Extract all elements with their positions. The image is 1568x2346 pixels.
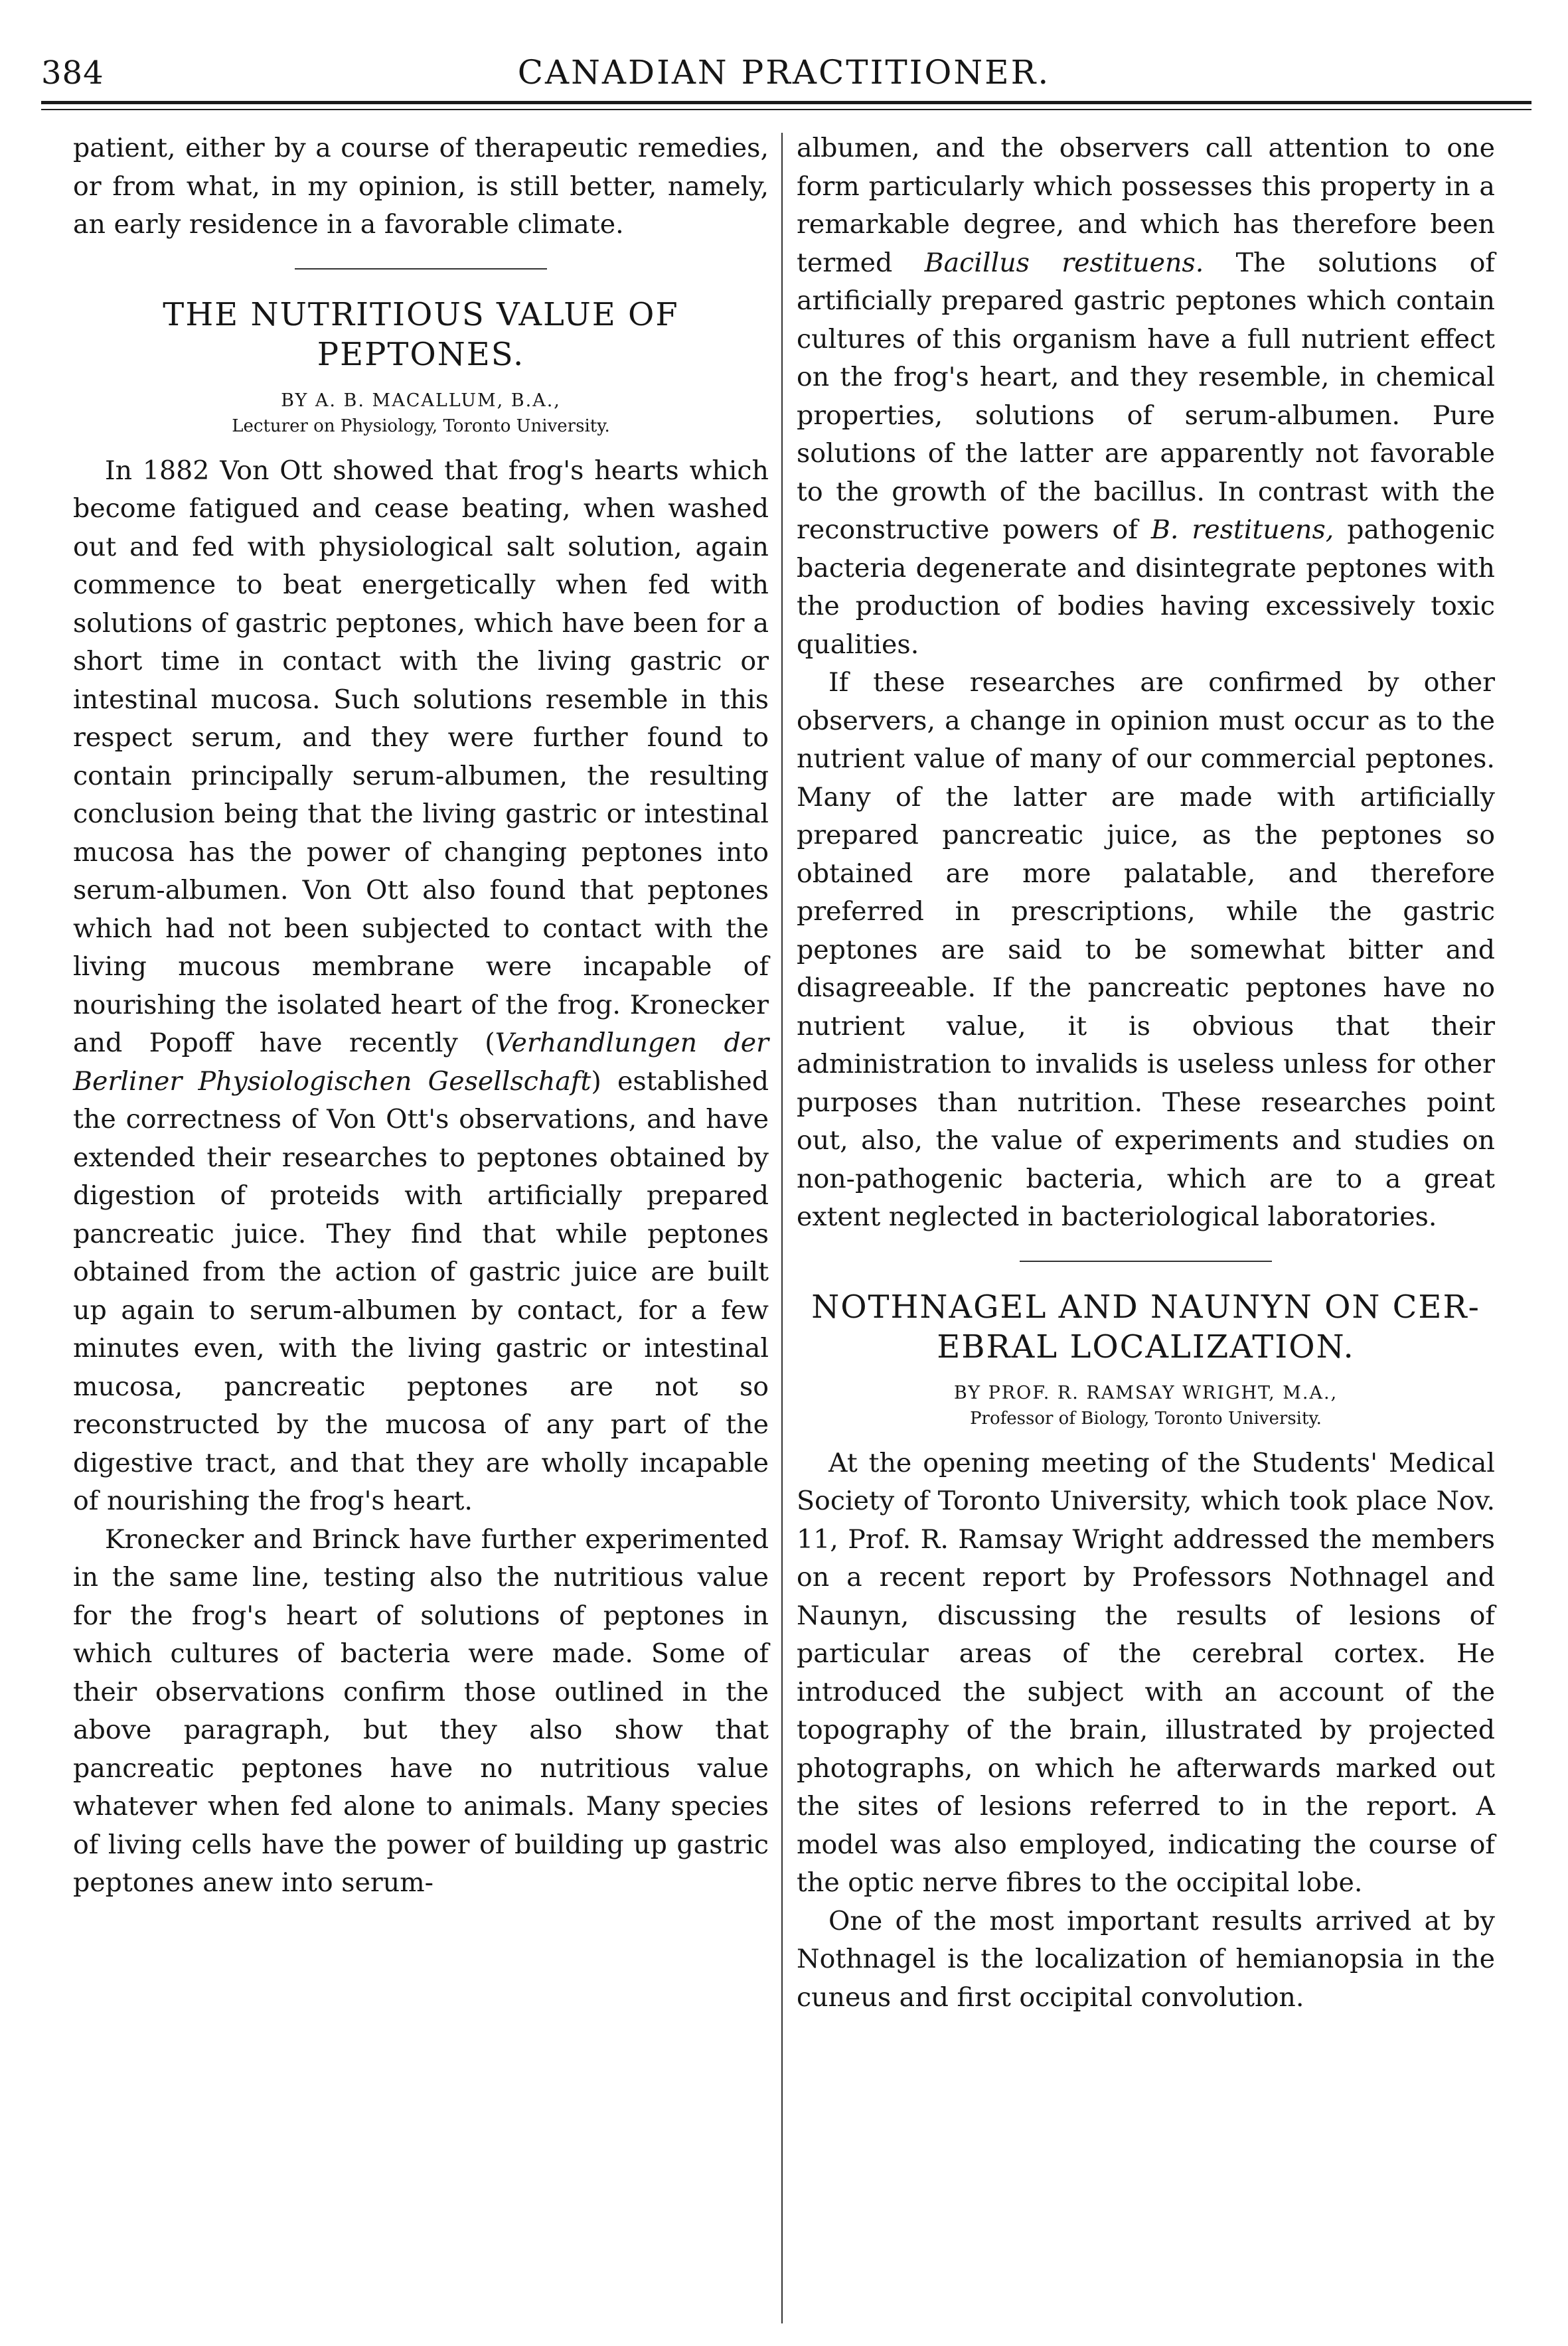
header-rule-thin — [41, 109, 1531, 110]
article-title-line: NOTHNAGEL AND NAUNYN ON CER- — [811, 1288, 1480, 1326]
running-title: CANADIAN PRACTITIONER. — [517, 53, 1051, 92]
page-header — [0, 0, 1568, 119]
text-run: The solutions of artificially prepared gastric peptones which contain cultures of this organism have a full nutrient effect on the frog's heart, and they resemble, in chemical properties, solutions of serum-albumen. Pure solutions of the latter are apparently not favorable to the growth of the bacillus. In contrast with the reconstructive powers of — [797, 247, 1495, 545]
article-byline: BY PROF. R. RAMSAY WRIGHT, M.A., — [953, 1382, 1338, 1403]
body-paragraph — [73, 452, 769, 1521]
text-run: ) established the correctness of Von Ott's observations, and have extended their researches to peptones obtained by digestion of proteids with artificially prepared pancreatic juice. They find that while peptones obtained from the action of gastric juice are built up again to serum-albumen by contact, for a few minutes even, with the living gastric or intestinal mucosa, pancreatic peptones are not so reconstructed by the mucosa of any part of the digestive tract, and that they are wholly incapable of nourishing the frog's heart. — [73, 1065, 769, 1516]
body-paragraph: One of the most important results arrived at by Nothnagel is the localization of hemianopsia in the cuneus and first occipital convolution. — [797, 1905, 1495, 2013]
article-title-line: EBRAL LOCALIZATION. — [937, 1328, 1355, 1366]
body-paragraph — [797, 129, 1495, 664]
left-column — [73, 129, 769, 1903]
article-title-line: PEPTONES. — [317, 335, 525, 373]
article-separator — [295, 268, 547, 270]
article-title-localization — [797, 1287, 1495, 1367]
text-run: In 1882 Von Ott showed that frog's hearts which become fatigued and cease beating, when washed out and fed with physiological salt solution, again commence to beat energetically when fed with solutions of gastric peptones, which have been for a short time in contact with the living gastric or intestinal mucosa. Such solutions resemble in this respect serum, and they were further found to contain principally serum-albumen, the resulting conclusion being that the living gastric or intestinal mucosa has the power of changing peptones into serum-albumen. Von Ott also found that peptones which had not been subjected to contact with the living mucous membrane were incapable of nourishing the isolated heart of the frog. Kronecker and Popoff have recently ( — [73, 455, 769, 1058]
article-byline: BY A. B. MACALLUM, B.A., — [281, 390, 561, 411]
text-run: pathogenic bacteria degenerate and disintegrate peptones with the production of bodies having excessively toxic qualities. — [797, 514, 1495, 660]
italic-term: B. restituens, — [1150, 514, 1334, 545]
article-separator — [1020, 1261, 1272, 1262]
intro-paragraph: patient, either by a course of therapeutic remedies, or from what, in my opinion, is still better, namely, an early residence in a favorable climate. — [73, 133, 769, 240]
right-column — [797, 129, 1495, 2017]
body-paragraph: At the opening meeting of the Students' Medical Society of Toronto University, which took place Nov. 11, Prof. R. Ramsay Wright addressed the members on a recent report by Professors Nothnagel and Naunyn, discussing the results of lesions of particular areas of the cerebral cortex. He introduced the subject with an account of the topography of the brain, illustrated by projected photographs, on which he afterwards marked out the sites of lesions referred to in the report. A model was also employed, indicating the course of the optic nerve fibres to the occipital lobe. — [797, 1447, 1495, 1898]
article-affiliation: Professor of Biology, Toronto University. — [970, 1408, 1322, 1429]
italic-term: Bacillus restituens. — [924, 247, 1204, 278]
text-run: albumen, and the observers call attention to one form particularly which possesses this property in a remarkable degree, and which has therefore been termed — [797, 133, 1495, 278]
article-affiliation: Lecturer on Physiology, Toronto University. — [232, 416, 610, 436]
column-divider — [781, 133, 783, 2323]
italic-citation: Verhandlungen der Berliner Physiologischen Gesellschaft — [73, 1028, 769, 1097]
body-paragraph: Kronecker and Brinck have further experimented in the same line, testing also the nutritious value for the frog's heart of solutions of peptones in which cultures of bacteria were made. Some of their observations confirm those outlined in the above paragraph, but they also show that pancreatic peptones have no nutritious value whatever when fed alone to animals. Many species of living cells have the power of building up gastric peptones anew into serum- — [73, 1524, 769, 1898]
article-title-peptones — [73, 295, 769, 374]
article-title-line: THE NUTRITIOUS VALUE OF — [163, 295, 679, 333]
page-number: 384 — [41, 54, 104, 92]
header-rule-thick — [41, 101, 1531, 104]
body-paragraph: If these researches are confirmed by other observers, a change in opinion must occur as to the nutrient value of many of our commercial peptones. Many of the latter are made with artificially prepared pancreatic juice, as the peptones so obtained are more palatable, and therefore preferred in prescriptions, while the gastric peptones are said to be somewhat bitter and disagreeable. If the pancreatic peptones have no nutrient value, it is obvious that their administration to invalids is useless unless for other purposes than nutrition. These researches point out, also, the value of experiments and studies on non-pathogenic bacteria, which are to a great extent neglected in bacteriological laboratories. — [797, 667, 1495, 1232]
